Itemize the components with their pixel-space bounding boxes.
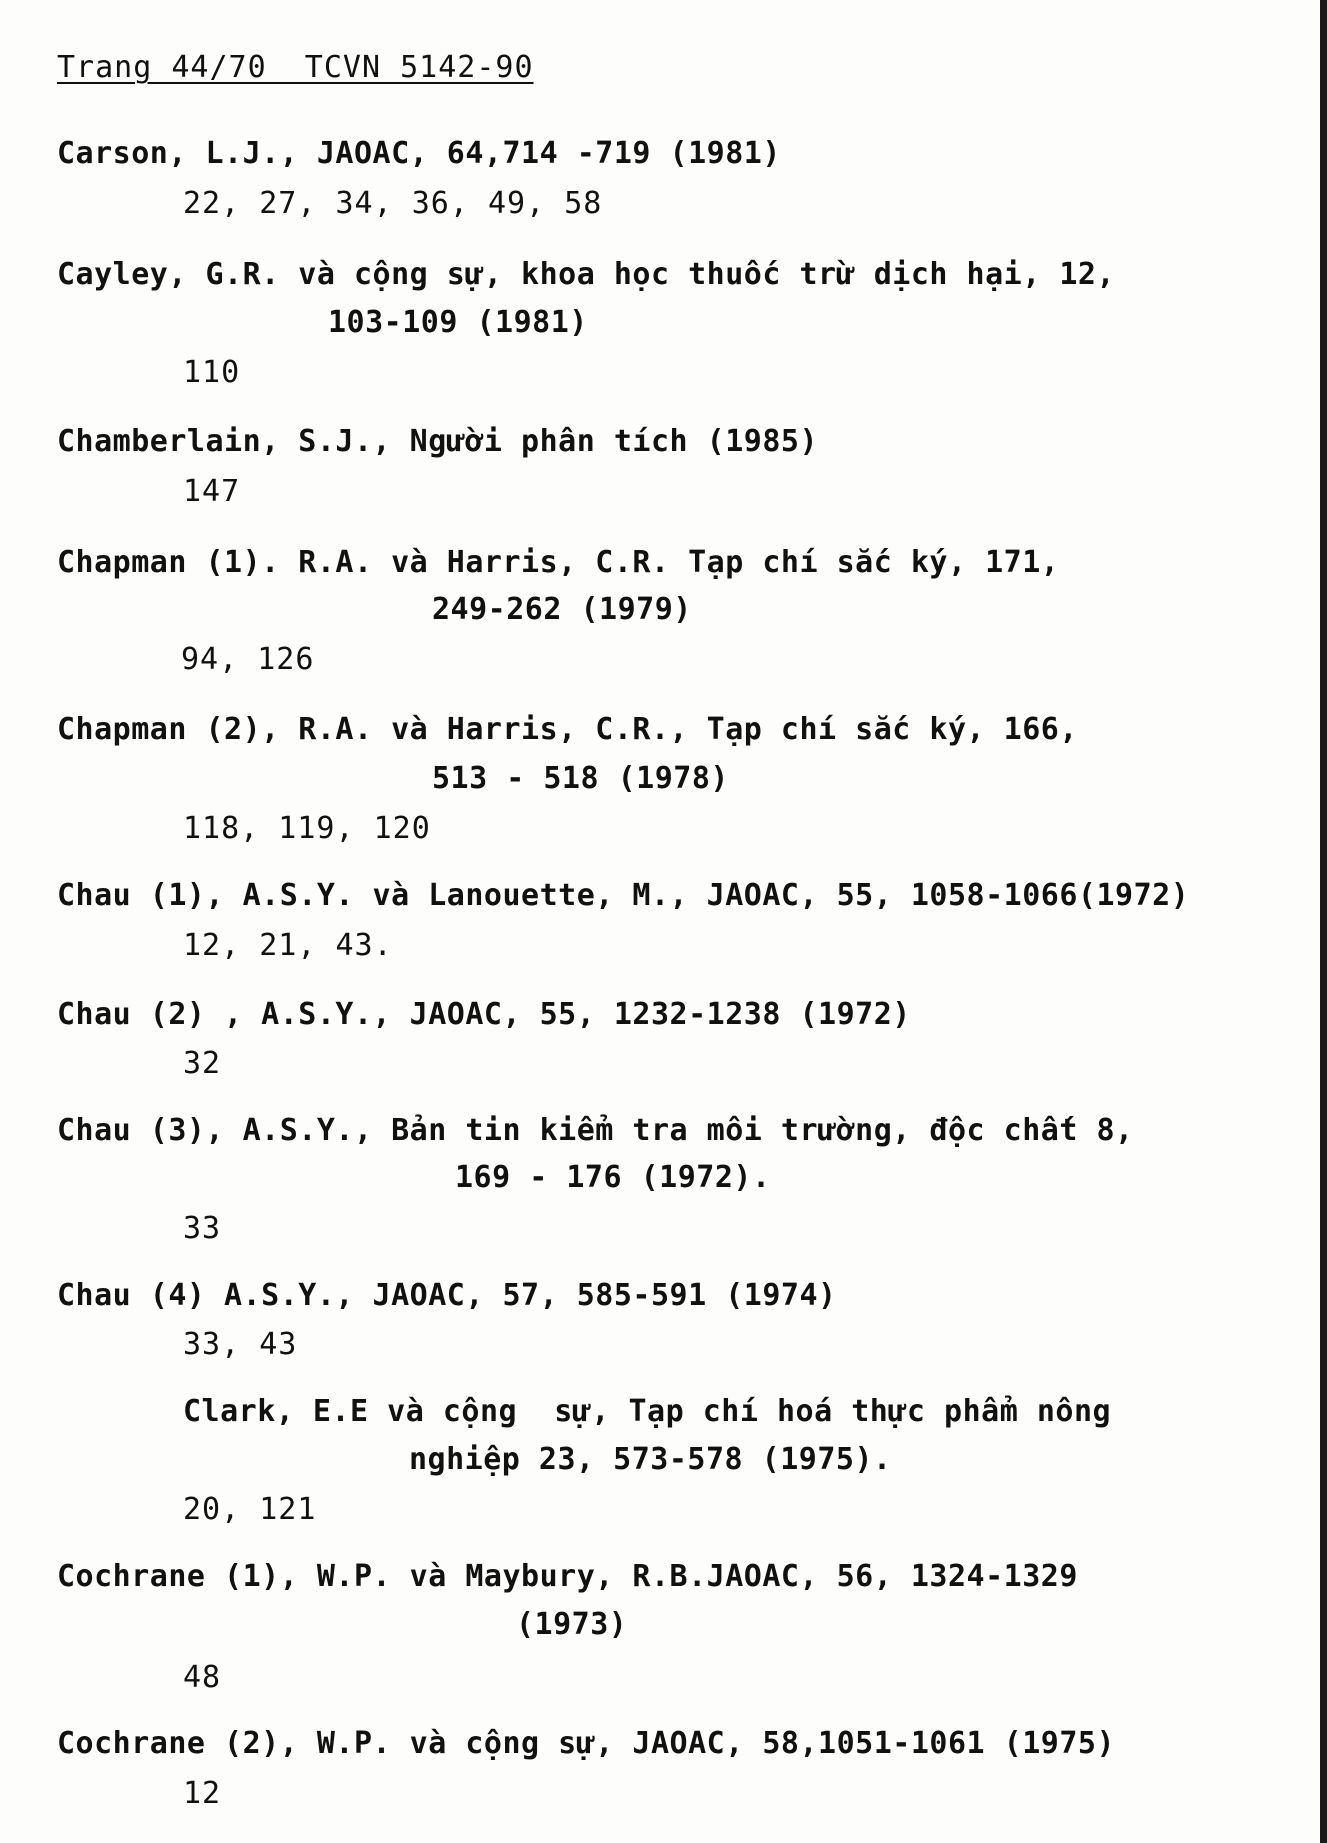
page-references: 12 — [183, 1776, 222, 1811]
citation-line: Chapman (2), R.A. và Harris, C.R., Tạp chí sắc ký, 166, — [57, 712, 1078, 747]
citation-line: Chau (2) , A.S.Y., JAOAC, 55, 1232-1238 (1972) — [57, 997, 911, 1032]
page-references: 32 — [183, 1046, 222, 1081]
page-references: 12, 21, 43. — [183, 928, 393, 963]
page-references: 94, 126 — [181, 642, 315, 677]
citation-line: Chau (3), A.S.Y., Bản tin kiểm tra môi trường, độc chất 8, — [57, 1113, 1134, 1148]
citation-continuation: 103-109 (1981) — [328, 305, 588, 340]
page-references: 33, 43 — [183, 1327, 298, 1362]
citation-continuation: (1973) — [516, 1607, 628, 1642]
scan-border — [1320, 0, 1327, 1843]
citation-line: Cochrane (2), W.P. và cộng sự, JAOAC, 58,1051-1061 (1975) — [57, 1726, 1116, 1761]
page-references: 118, 119, 120 — [183, 811, 431, 846]
page-references: 20, 121 — [183, 1492, 317, 1527]
citation-line: Chamberlain, S.J., Người phân tích (1985) — [57, 424, 819, 459]
citation-continuation: 249-262 (1979) — [432, 592, 692, 627]
page-references: 147 — [183, 474, 241, 509]
citation-continuation: 513 - 518 (1978) — [432, 761, 729, 796]
citation-line: Chau (4) A.S.Y., JAOAC, 57, 585-591 (1974) — [57, 1278, 837, 1313]
citation-continuation: nghiệp 23, 573-578 (1975). — [409, 1442, 892, 1477]
citation-line: Cayley, G.R. và cộng sự, khoa học thuốc trừ dịch hại, 12, — [57, 257, 1116, 292]
page-header: Trang 44/70 TCVN 5142-90 — [57, 50, 534, 85]
page-references: 33 — [183, 1211, 222, 1246]
citation-line: Clark, E.E và cộng sự, Tạp chí hoá thực phẩm nông — [183, 1394, 1112, 1429]
citation-line: Cochrane (1), W.P. và Maybury, R.B.JAOAC, 56, 1324-1329 — [57, 1559, 1078, 1594]
citation-line: Chau (1), A.S.Y. và Lanouette, M., JAOAC, 55, 1058-1066(1972) — [57, 878, 1190, 913]
page-references: 48 — [183, 1660, 222, 1695]
page-references: 110 — [183, 355, 241, 390]
citation-continuation: 169 - 176 (1972). — [455, 1160, 771, 1195]
citation-line: Chapman (1). R.A. và Harris, C.R. Tạp chí sắc ký, 171, — [57, 545, 1060, 580]
page-references: 22, 27, 34, 36, 49, 58 — [183, 186, 603, 221]
citation-line: Carson, L.J., JAOAC, 64,714 -719 (1981) — [57, 136, 781, 171]
